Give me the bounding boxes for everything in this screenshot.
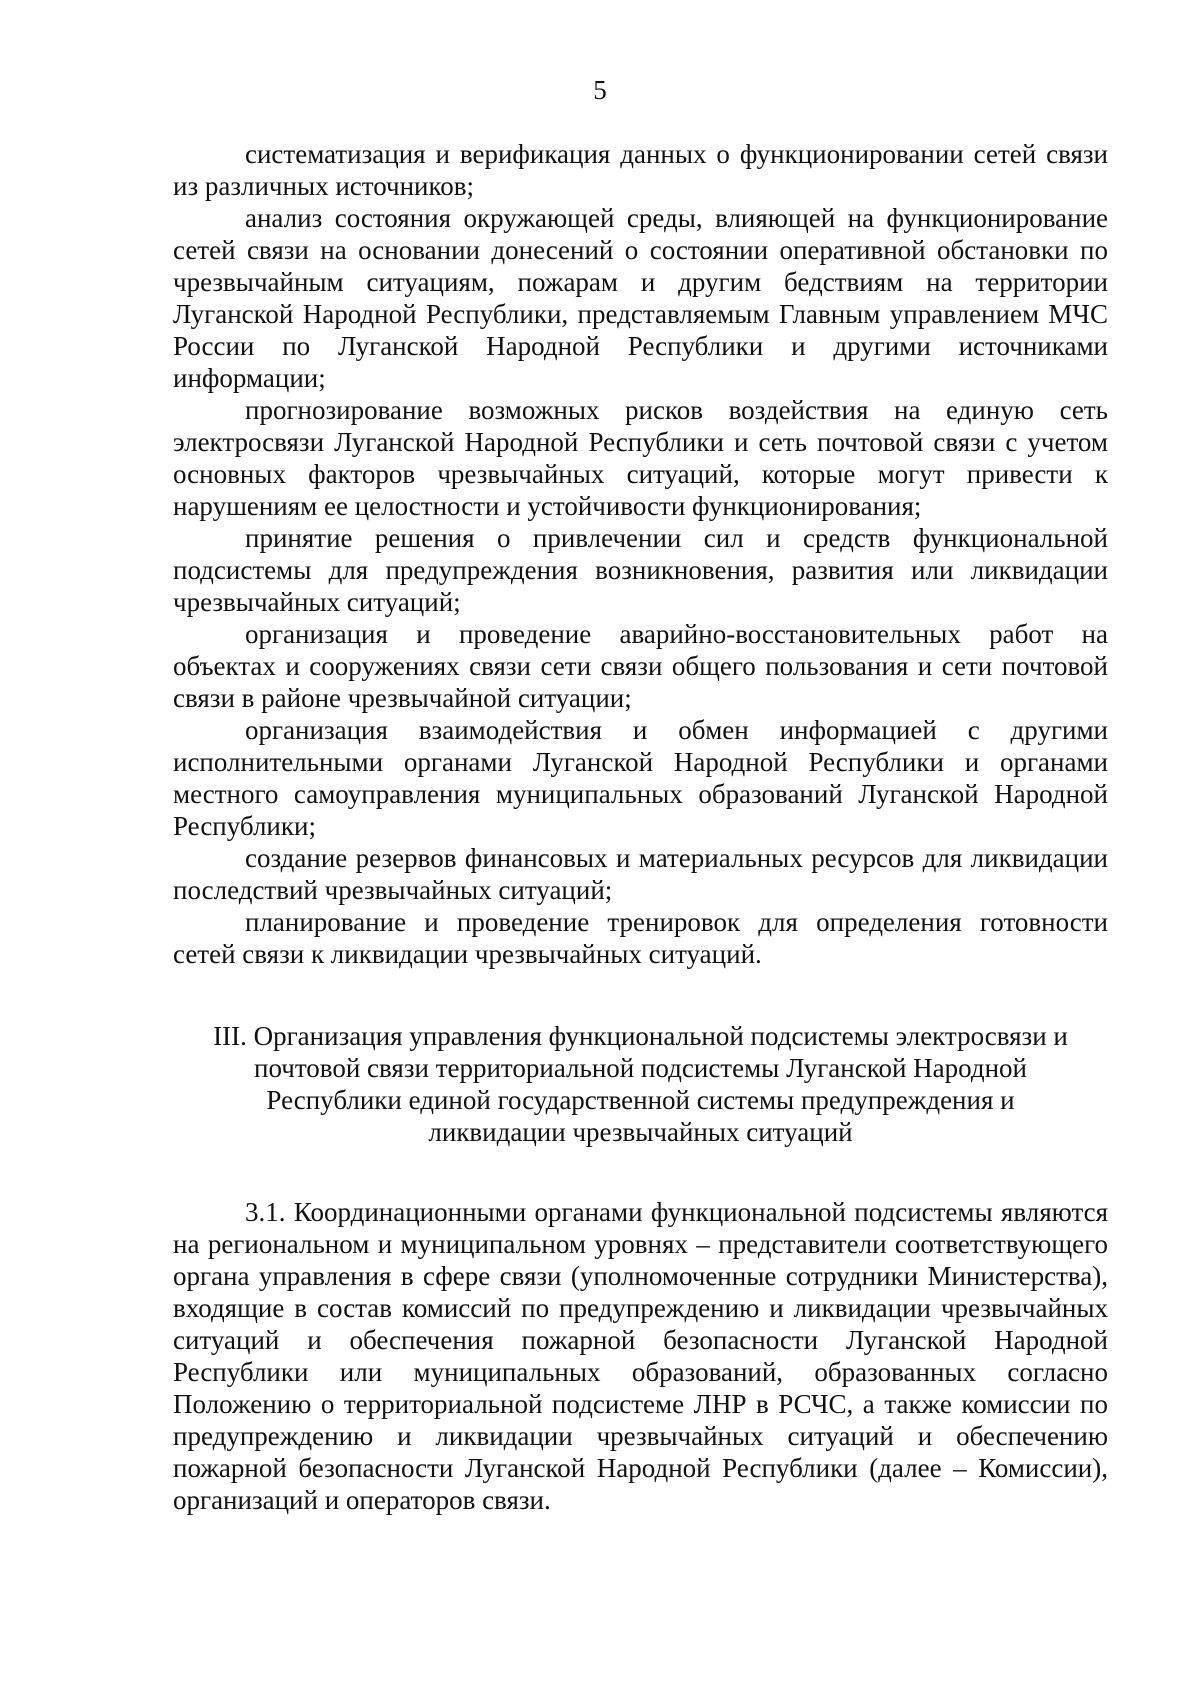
list-item: прогнозирование возможных рисков воздействия на единую сеть электросвязи Луганской Народной Республики и сеть почтовой связи с учетом основных факторов чрезвычайных ситуаций, которые могут привести к нарушениям ее целостности и устойчивости функционирования;: [173, 395, 1108, 521]
page-number: 5: [593, 75, 607, 105]
section-heading: III. Организация управления функциональной подсистемы электросвязи и почтовой связи территориальной подсистемы Луганской Народной Республики единой государственной системы предупреждения и ликвидации чрезвычайных ситуаций: [213, 1021, 1068, 1147]
list-item: принятие решения о привлечении сил и средств функциональной подсистемы для предупреждения возникновения, развития или ликвидации чрезвычайных ситуаций;: [173, 523, 1108, 617]
list-item: организация и проведение аварийно-восстановительных работ на объектах и сооружениях связи сети связи общего пользования и сети почтовой связи в районе чрезвычайной ситуации;: [173, 619, 1108, 713]
document-body: [173, 138, 1108, 1516]
list-item: планирование и проведение тренировок для определения готовности сетей связи к ликвидации чрезвычайных ситуаций.: [173, 907, 1108, 969]
list-item: организация взаимодействия и обмен информацией с другими исполнительными органами Луганской Народной Республики и органами местного самоуправления муниципальных образований Луганской Народной Республики;: [173, 715, 1108, 841]
list-item: систематизация и верификация данных о функционировании сетей связи из различных источников;: [173, 139, 1108, 201]
section-paragraph: 3.1. Координационными органами функциональной подсистемы являются на региональном и муниципальном уровнях – представители соответствующего органа управления в сфере связи (уполномоченные сотрудники Министерства), входящие в состав комиссий по предупреждению и ликвидации чрезвычайных ситуаций и обеспечения пожарной безопасности Луганской Народной Республики или муниципальных образований, образованных согласно Положению о территориальной подсистеме ЛНР в РСЧС, а также комиссии по предупреждению и ликвидации чрезвычайных ситуаций и обеспечению пожарной безопасности Луганской Народной Республики (далее – Комиссии), организаций и операторов связи.: [173, 1197, 1108, 1515]
section-heading-block: [173, 1020, 1108, 1148]
list-item: создание резервов финансовых и материальных ресурсов для ликвидации последствий чрезвычайных ситуаций;: [173, 843, 1108, 905]
list-item: анализ состояния окружающей среды, влияющей на функционирование сетей связи на основании донесений о состоянии оперативной обстановки по чрезвычайным ситуациям, пожарам и другим бедствиям на территории Луганской Народной Республики, представляемым Главным управлением МЧС России по Луганской Народной Республики и другими источниками информации;: [173, 203, 1108, 393]
